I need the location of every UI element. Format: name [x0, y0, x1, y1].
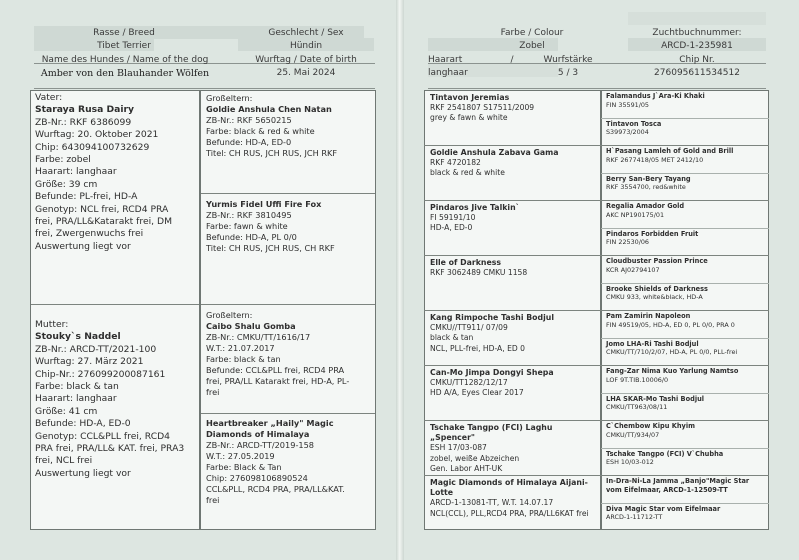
mother-role: Mutter:	[35, 319, 69, 330]
gg-grandparent-details: CMKU/TT/934/07	[606, 430, 660, 439]
gg-grandparent-divider	[601, 283, 769, 284]
coat-label: Haarart	[428, 55, 463, 65]
gg-grandparent-details: S39973/2004	[606, 128, 649, 137]
birth-value: 25. Mai 2024	[276, 68, 336, 78]
gg-grandparent-details: CMKU/TT963/08/11	[606, 403, 668, 412]
litter-size-label: Wurfstärke	[543, 55, 593, 65]
father-role: Vater:	[35, 92, 63, 103]
gp-father-side-grandfather	[206, 93, 374, 159]
gg-grandparent-details: CMKU/TT/710/2/07, HD-A, PL 0/0, PLL-frei	[606, 348, 738, 357]
gg-grandparent-name: Fang-Zar Nima Kuo Yarlung Namtso	[606, 367, 739, 375]
gg-grandparent-details: ESH 10/03-012	[606, 458, 654, 467]
great-grandparent-entry	[430, 203, 600, 234]
great-grandparent-details: RKF 2541807 S17511/2009 grey & fawn & white	[430, 103, 535, 123]
gg-grandparent-name: Pindaros Forbidden Fruit	[606, 229, 699, 238]
gg-grandparent-details: FIN 22530/06	[606, 238, 649, 247]
chip-label: Chip Nr.	[679, 55, 715, 65]
litter-size-value: 5 / 3	[557, 68, 579, 78]
gg-grandparent-name: C`Chembow Kipu Khyim	[606, 422, 695, 430]
mother-block	[35, 319, 199, 480]
stud-book-label: Zuchtbuchnummer:	[652, 28, 742, 38]
mother-name: Stouky`s Naddel	[35, 331, 121, 343]
gg-grandparent-entry	[606, 312, 768, 329]
gg-grandparent-divider	[601, 310, 769, 311]
father-block	[35, 92, 199, 253]
gg-grandparent-entry	[606, 340, 768, 357]
gg-grandparent-divider	[601, 228, 769, 229]
great-grandparent-entry	[430, 93, 600, 124]
gg-grandparent-name: Jomo LHA-Ri Tashi Bodjul	[606, 339, 699, 348]
gg-grandparent-divider	[601, 503, 769, 504]
father-details: ZB-Nr.: RKF 6386099 Wurftag: 20. Oktober 2021 Chip: 643094100732629 Farbe: zobel Haarart: langhaar Größe: 39 cm Befunde: PL-frei, HD-A Genotyp: NCL frei, RCD4 PRA frei, PRA/LL&Katarakt frei, DM frei, Zwergenwuchs frei Auswertung liegt vor	[35, 116, 173, 252]
gg-grandparent-entry	[606, 120, 768, 137]
gg-grandparent-divider	[601, 200, 769, 201]
great-grandparent-entry	[430, 423, 600, 474]
coat-value: langhaar	[428, 68, 468, 78]
grandparents-column	[200, 90, 376, 530]
gg-grandparent-details: ARCD-1-11712-TT	[606, 513, 663, 522]
colour-value: Zobel	[519, 41, 545, 51]
great-grandparent-divider	[424, 310, 601, 311]
colour-label: Farbe / Colour	[500, 28, 564, 38]
great-grandparent-name: Tschake Tangpo (FCI) Laghu „Spencer"	[430, 423, 556, 443]
gp-father-side-gf-details: ZB-Nr.: RKF 5650215 Farbe: black & red & white Befunde: HD-A, ED-0 Titel: CH RUS, JCH RUS, JCH RKF	[206, 115, 338, 158]
great-grandparent-divider	[424, 255, 601, 256]
gg-grandparent-divider	[601, 173, 769, 174]
gg-grandparent-entry	[606, 477, 768, 494]
gg-grandparent-divider	[601, 338, 769, 339]
gg-grandparent-divider	[601, 393, 769, 394]
gg-grandparent-name: H`Pasang Lamleh of Gold and Brill	[606, 147, 734, 155]
gg-grandparent-entry	[606, 505, 768, 522]
great-grandparent-name: Tintavon Jeremias	[430, 93, 510, 102]
gg-grandparent-divider	[601, 448, 769, 449]
great-grandparent-details: ARCD-1-13081-TT, W.T. 14.07.17 NCL(CCL), PLL,RCD4 PRA, PRA/LL6KAT frei	[430, 498, 589, 518]
gg-grandparent-entry	[606, 147, 768, 164]
gg-grandparent-name: LHA SKAR-Mo Tashi Bodjul	[606, 394, 705, 403]
gp-father-side-gm-details: ZB-Nr.: RKF 3810495 Farbe: fawn & white Befunde: HD-A, PL 0/0 Titel: CH RUS, JCH RUS, CH RKF	[206, 210, 335, 253]
great-grandparent-details: ESH 17/03-087 zobel, weiße Abzeichen Gen. Labor AHT-UK	[430, 443, 520, 473]
gg-grandparent-details: FIN 49519/05, HD-A, ED 0, PL 0/0, PRA 0	[606, 320, 735, 329]
father-name: Staraya Rusa Dairy	[35, 104, 135, 116]
gp-mother-side-gf-name: Caibo Shalu Gomba	[206, 321, 296, 331]
gp-mother-side-grandmother	[206, 418, 374, 506]
gg-grandparent-details: KCR AJ02794107	[606, 265, 660, 274]
gp-mother-side-grandfather	[206, 310, 374, 398]
gg-grandparent-name: Pam Zamirin Napoleon	[606, 312, 691, 320]
gg-grandparent-details: LOF 9T.TIB.10006/0	[606, 375, 669, 384]
gg-grandparent-details: RKF 2677418/05 MET 2412/10	[606, 155, 704, 164]
gg-grandparent-details: FIN 35591/05	[606, 100, 649, 109]
chip-value: 276095611534512	[654, 68, 740, 78]
gg-grandparent-divider	[601, 365, 769, 366]
gp-father-side-gf-name: Goldie Anshula Chen Natan	[206, 104, 332, 114]
gg-grandparent-entry	[606, 285, 768, 302]
gp-mother-side-gm-name: Heartbreaker „Haily" Magic Diamonds of Himalaya	[206, 418, 334, 439]
gg-grandparent-details: AKC NP190175/01	[606, 210, 665, 219]
page-fold	[396, 0, 404, 560]
gp-father-side-role: Großeltern:	[206, 93, 253, 103]
great-grandparent-details: FI 59191/10 HD-A, ED-0	[430, 213, 476, 233]
breed-value: Tibet Terrier	[97, 41, 151, 51]
great-grandparent-name: Can-Mo Jimpa Dongyi Shepa	[430, 368, 554, 377]
great-grandparent-name: Goldie Anshula Zabava Gama	[430, 148, 559, 157]
gg-grandparent-entry	[606, 450, 768, 467]
gp-father-side-grandmother	[206, 199, 374, 254]
great-grandparent-details: CMKU//TT911/ 07/09 black & tan NCL, PLL-frei, HD-A, ED 0	[430, 323, 525, 353]
gg-grandparent-details: RKF 3554700, red&white	[606, 183, 686, 192]
gp-father-side-gm-name: Yurmis Fidel Uffi Fire Fox	[206, 199, 322, 209]
gg-grandparent-entry	[606, 175, 768, 192]
great-grandparent-details: CMKU/TT1282/12/17 HD A/A, Eyes Clear 2017	[430, 378, 524, 398]
great-grandparent-entry	[430, 258, 600, 278]
gg-grandparent-name: Cloudbuster Passion Prince	[606, 257, 708, 265]
gg-grandparent-name: Falamandus J`Ara-Ki Khaki	[606, 92, 705, 100]
gg-grandparent-divider	[601, 475, 769, 476]
gg-grandparent-entry	[606, 92, 768, 109]
gg-grandparent-divider	[601, 145, 769, 146]
great-grandparent-divider	[424, 420, 601, 421]
great-grandparent-entry	[430, 148, 600, 179]
gg-grandparent-entry	[606, 257, 768, 274]
gg-grandparent-entry	[606, 422, 768, 439]
great-grandparent-entry	[430, 478, 600, 519]
gg-grandparent-name: Tintavon Tosca	[606, 119, 662, 128]
stud-book-value: ARCD-1-235981	[661, 41, 733, 51]
great-grandparent-divider	[424, 145, 601, 146]
gg-grandparent-divider	[601, 255, 769, 256]
gg-grandparent-name: Regalia Amador Gold	[606, 202, 685, 210]
great-grandparent-divider	[424, 475, 601, 476]
gg-grandparent-name: Brooke Shields of Darkness	[606, 284, 708, 293]
gg-grandparent-entry	[606, 395, 768, 412]
breed-label: Rasse / Breed	[93, 28, 155, 38]
great-grandparent-divider	[424, 200, 601, 201]
great-grandparent-details: RKF 4720182 black & red & white	[430, 158, 505, 178]
dog-name-value: Amber von den Blauhander Wölfen	[40, 68, 210, 79]
sex-label: Geschlecht / Sex	[268, 28, 344, 38]
gg-grandparent-divider	[601, 118, 769, 119]
gg-grandparent-name: Berry San-Bery Tayang	[606, 174, 691, 183]
gg-grandparent-name: Tschake Tangpo (FCI) V`Chubha	[606, 449, 724, 458]
mother-details: ZB-Nr.: ARCD-TT/2021-100 Wurftag: 27. März 2021 Chip-Nr.: 276099200087161 Farbe: black & tan Haarart: langhaar Größe: 41 cm Befunde: HD-A, ED-0 Genotyp: CCL&PLL frei, RCD4 PRA frei, PRA/LL& KAT. frei, PRA3 frei, NCL frei Auswertung liegt vor	[35, 343, 185, 479]
gg-grandparent-details: CMKU 933, white&black, HD-A	[606, 293, 703, 302]
gg-grandparent-divider	[601, 420, 769, 421]
gg-grandparent-name: In-Dra-Ni-La Jamma „Banjo"Magic Star vom Eifelmaar, ARCD-1-12509-TT	[606, 477, 750, 494]
birth-label: Wurftag / Date of birth	[255, 55, 357, 65]
gp-mother-side-gm-details: ZB-Nr.: ARCD-TT/2019-158 W.T.: 27.05.2019 Farbe: Black & Tan Chip: 276098106890524 CCL&PLL, RCD4 PRA, PRA/LL&KAT. frei	[206, 440, 345, 505]
great-grandparent-name: Pindaros Jive Talkin`	[430, 203, 520, 212]
gg-grandparent-entry	[606, 202, 768, 219]
great-grandparent-entry	[430, 313, 600, 354]
gg-grandparent-entry	[606, 230, 768, 247]
gg-grandparent-name: Diva Magic Star vom Eifelmaar	[606, 504, 721, 513]
parents-column	[30, 90, 200, 530]
coat-size-slash: /	[510, 55, 514, 65]
gp-mother-side-role: Großeltern:	[206, 310, 253, 320]
dog-name-label: Name des Hundes / Name of the dog	[41, 55, 209, 65]
sex-value: Hündin	[289, 41, 323, 51]
great-grandparent-details: RKF 3062489 CMKU 1158	[430, 268, 528, 278]
great-grandparent-divider	[424, 365, 601, 366]
great-grandparent-entry	[430, 368, 600, 399]
great-grandparent-name: Kang Rimpoche Tashi Bodjul	[430, 313, 554, 322]
gp-mother-side-gf-details: ZB-Nr.: CMKU/TT/1616/17 W.T.: 21.07.2017 Farbe: black & tan Befunde: CCL&PLL frei, RCD4 PRA frei, PRA/LL Katarakt frei, HD-A, PL- frei	[206, 332, 350, 397]
great-grandparent-name: Elle of Darkness	[430, 258, 502, 267]
great-grandparent-name: Magic Diamonds of Himalaya Aijani- Lotte	[430, 478, 588, 498]
gg-grandparent-entry	[606, 367, 768, 384]
